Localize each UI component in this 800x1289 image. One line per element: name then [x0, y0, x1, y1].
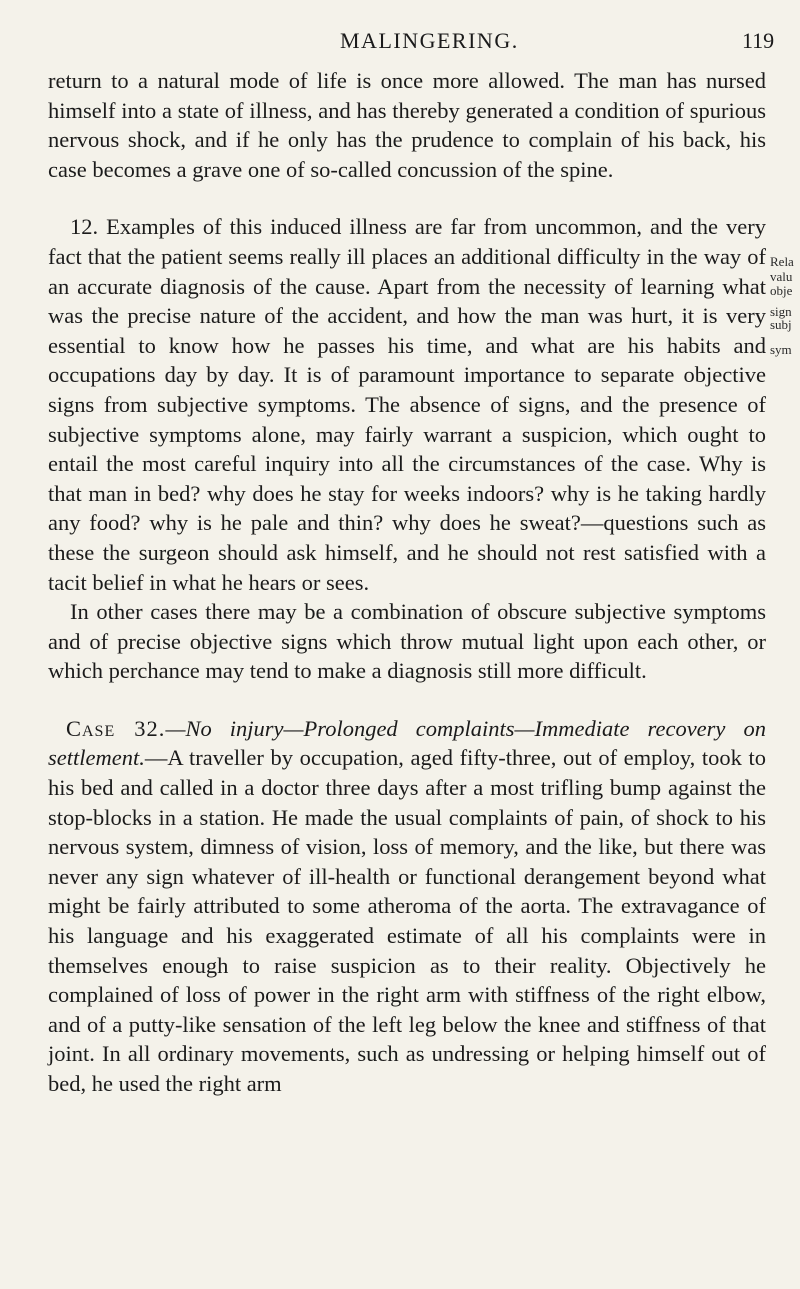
paragraph-other-cases: In other cases there may be a combination of obscure subjective symptoms and of precise objective signs which throw mutual light upon each other, or which perchance may tend to make a diagnosis still more difficult.	[48, 599, 766, 684]
margin-note: sym	[770, 343, 792, 357]
paragraph-continuation: return to a natural mode of life is once more allowed. The man has nursed himself into a state of illness, and has thereby generated a condition of spurious nervous shock, and if he only has the prudence to complain of his back, his case becomes a grave one of so-called concussion of the spine.	[48, 68, 766, 182]
case-text: —A traveller by occupation, aged fifty-three, out of employ, took to his bed and called in a doctor three days after a most trifling bump against the stop-blocks in a station. He made the usual complaints of pain, of shock to his nervous system, dimness of vision, loss of memory, and the like, but there was never any sign whatever of ill-health or functional derangement beyond what might be fairly attributed to some atheroma of the aorta. The extravagance of his language and his exaggerated estimate of all his complaints were in themselves enough to raise suspicion as to their reality. Objectively he complained of loss of power in the right arm with stiffness of the right elbow, and of a putty-like sensation of the left leg below the knee and stiffness of that joint. In all ordinary movements, such as undressing or helping himself out of bed, he used the right arm	[48, 745, 766, 1096]
running-title: MALINGERING.	[340, 28, 519, 53]
margin-note: subj	[770, 318, 792, 332]
text-body	[48, 66, 766, 1099]
paragraph-section-12: 12. Examples of this induced illness are far from uncommon, and the very fact that the patient seems really ill places an additional difficulty in the way of an accurate diagnosis of the cause. Apart from the necessity of learning what was the precise nature of the accident, and how the man was hurt, it is very essential to know how he passes his time, and what are his habits and occupations day by day. It is of paramount importance to separate objective signs from subjective symptoms. The absence of signs, and the presence of subjective symptoms alone, may fairly warrant a suspicion, which ought to entail the most careful inquiry into all the circumstances of the case. Why is that man in bed? why does he stay for weeks indoors? why is he taking hardly any food? why is he pale and thin? why does he sweat?—questions such as these the surgeon should ask himself, and he should not rest satisfied with a tacit belief in what he hears or sees.	[48, 214, 766, 595]
margin-note: obje	[770, 284, 793, 298]
margin-note: sign	[770, 305, 792, 319]
case-label: Case 32.	[66, 715, 166, 741]
page-number: 119	[742, 28, 775, 53]
margin-note: Rela	[770, 255, 794, 269]
page-header	[0, 28, 800, 58]
paragraph-case-32	[48, 714, 766, 1099]
case-title: —No injury—Prolonged complaints—Immediate recovery on settlement.	[48, 715, 766, 771]
margin-note: valu	[770, 270, 793, 284]
